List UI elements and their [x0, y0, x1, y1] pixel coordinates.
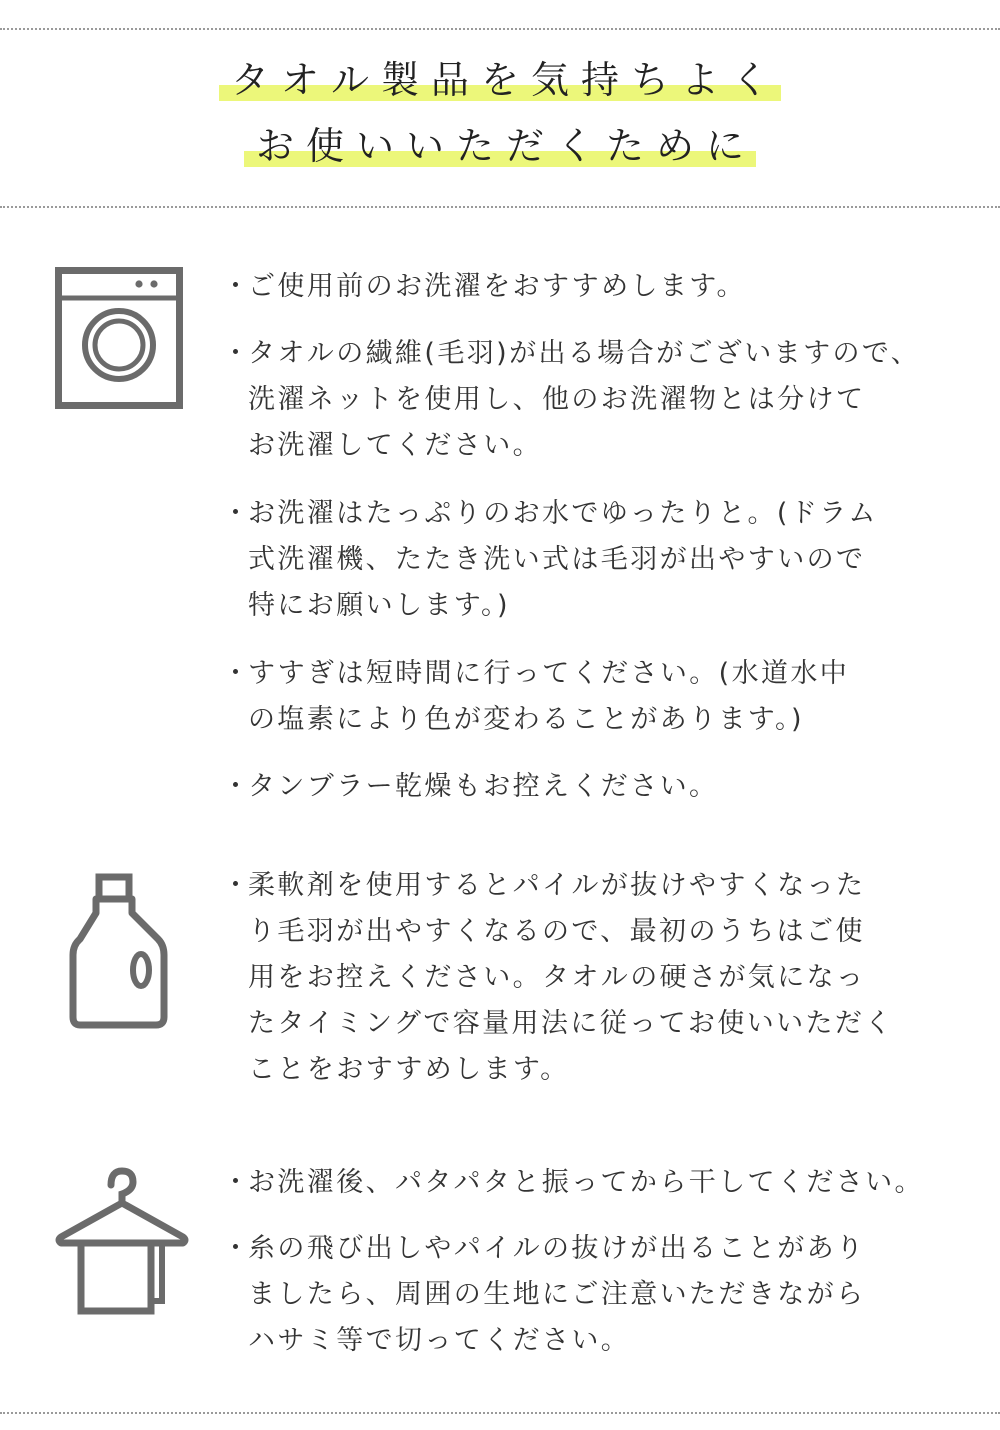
bullet-text: タンブラー乾燥もお控えください。 — [248, 771, 719, 802]
bullet-dot: ・ — [222, 338, 252, 369]
top-divider — [0, 28, 1000, 30]
bullet-text: お洗濯してください。 — [248, 430, 542, 461]
bullet-dot: ・ — [222, 498, 252, 529]
bullet-text: 洗濯ネットを使用し、他のお洗濯物とは分けて — [248, 384, 866, 415]
header-divider — [0, 206, 1000, 208]
bullet-dot: ・ — [222, 271, 252, 302]
bullet-text: ことをおすすめします。 — [248, 1054, 570, 1085]
bullet-text: の塩素により色が変わることがあります。) — [248, 704, 804, 735]
bullet-text: たタイミングで容量用法に従ってお使いいただく — [248, 1008, 894, 1039]
bullet-dot: ・ — [222, 1233, 252, 1264]
title-line-1: タオル製品を気持ちよく — [219, 55, 781, 105]
bullet-shake — [222, 1160, 962, 1206]
bullet-prewash — [222, 264, 962, 310]
bullet-text: ご使用前のお洗濯をおすすめします。 — [248, 271, 746, 302]
page-title — [0, 55, 1000, 187]
bullet-text: ましたら、周囲の生地にご注意いただきながら — [248, 1279, 866, 1310]
towel-hanger-icon — [55, 1163, 189, 1319]
bullet-dot: ・ — [222, 658, 252, 689]
bullet-text: ハサミ等で切ってください。 — [248, 1325, 631, 1356]
bullet-text: り毛羽が出やすくなるので、最初のうちはご使 — [248, 916, 865, 947]
bullet-text: お洗濯後、パタパタと振ってから干してください。 — [248, 1167, 924, 1198]
bullet-text: 用をお控えください。タオルの硬さが気になっ — [248, 962, 866, 993]
bottom-divider — [0, 1412, 1000, 1414]
bullet-water — [222, 491, 962, 629]
bullet-softener — [222, 863, 962, 1093]
bullet-text: 糸の飛び出しやパイルの抜けが出ることがあり — [248, 1233, 866, 1264]
title-line-2: お使いいただくために — [244, 121, 756, 171]
bullet-dot: ・ — [222, 1167, 252, 1198]
washing-machine-icon — [55, 267, 183, 409]
bullet-rinse — [222, 651, 962, 743]
bullet-text: 特にお願いします。) — [248, 590, 510, 621]
bullet-dot: ・ — [222, 771, 252, 802]
bullet-tumble — [222, 764, 962, 810]
bullet-text: タオルの繊維(毛羽)が出る場合がございますので、 — [248, 338, 921, 369]
softener-bottle-icon — [68, 873, 172, 1031]
bullet-text: すすぎは短時間に行ってください。(水道水中 — [248, 658, 850, 689]
bullet-fibers — [222, 331, 962, 469]
bullet-text: 柔軟剤を使用するとパイルが抜けやすくなった — [248, 870, 866, 901]
bullet-text: 式洗濯機、たたき洗い式は毛羽が出やすいので — [248, 544, 866, 575]
bullet-text: お洗濯はたっぷりのお水でゆったりと。(ドラム — [248, 498, 878, 529]
bullet-loose-threads — [222, 1226, 962, 1364]
bullet-dot: ・ — [222, 870, 252, 901]
